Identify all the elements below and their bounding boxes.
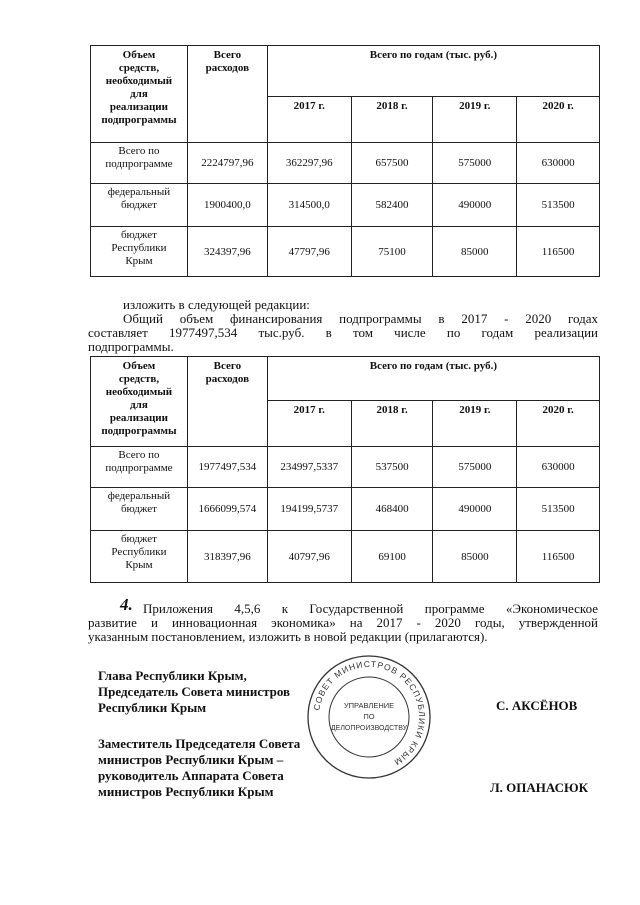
intro-line-2: Общий объем финансирования подпрограммы в 2017 - 2020 годах	[123, 311, 598, 326]
cell-2020: 513500	[517, 488, 600, 531]
head-name: С. АКСЁНОВ	[496, 698, 578, 713]
header-year-2020: 2020 г.	[517, 97, 600, 143]
table-row	[91, 531, 600, 583]
cell-2020: 630000	[517, 143, 600, 184]
svg-text:ДЕЛОПРОИЗВОДСТВУ: ДЕЛОПРОИЗВОДСТВУ	[330, 725, 408, 732]
cell-2017: 362297,96	[267, 143, 351, 184]
svg-text:УПРАВЛЕНИЕ: УПРАВЛЕНИЕ	[343, 701, 395, 710]
svg-text:СОВЕТ МИНИСТРОВ РЕСПУБЛИКИ КРЫ: СОВЕТ МИНИСТРОВ РЕСПУБЛИКИ КРЫМ	[311, 658, 428, 768]
table-row	[91, 447, 600, 488]
cell-2019: 575000	[433, 143, 517, 184]
cell-2017: 194199,5737	[267, 488, 351, 531]
item4-line-3: указанным постановлением, изложить в новой редакции (прилагаются).	[88, 629, 488, 644]
svg-text:ПО: ПО	[363, 712, 375, 721]
deputy-title-line: министров Республики Крым	[98, 784, 274, 799]
cell-total: 1900400,0	[187, 184, 267, 227]
header-year-2017: 2017 г.	[267, 97, 351, 143]
cell-2019: 85000	[433, 227, 517, 277]
cell-2019: 575000	[433, 447, 517, 488]
cell-2017: 47797,96	[267, 227, 351, 277]
header-years-group: Всего по годам (тыс. руб.)	[267, 357, 599, 401]
header-total-cell: Всего расходов	[187, 46, 267, 143]
row-label: федеральный бюджет	[91, 488, 188, 531]
header-year-2019: 2019 г.	[433, 401, 517, 447]
header-year-2018: 2018 г.	[351, 97, 433, 143]
cell-2017: 314500,0	[267, 184, 351, 227]
intro-line-1: изложить в следующей редакции:	[123, 297, 310, 312]
deputy-title-line: министров Республики Крым –	[98, 752, 284, 767]
head-title-block	[98, 668, 290, 716]
cell-2018: 582400	[351, 184, 433, 227]
cell-2017: 234997,5337	[267, 447, 351, 488]
deputy-title-line: руководитель Аппарата Совета	[98, 768, 284, 783]
cell-2020: 116500	[517, 227, 600, 277]
cell-2018: 657500	[351, 143, 433, 184]
cell-total: 1977497,534	[187, 447, 267, 488]
row-label: Всего по подпрограмме	[91, 447, 188, 488]
row-label: бюджет Республики Крым	[91, 227, 188, 277]
funding-table-new	[90, 356, 600, 583]
intro-line-3: составляет 1977497,534 тыс.руб. в том числе по годам реализации	[88, 325, 598, 340]
head-title-line: Республики Крым	[98, 700, 207, 715]
cell-2019: 490000	[433, 184, 517, 227]
header-label-cell: Объем средств, необходимый для реализации подпрограммы	[91, 46, 188, 143]
deputy-name: Л. ОПАНАСЮК	[490, 780, 589, 795]
table-row	[91, 184, 600, 227]
head-title-line: Председатель Совета министров	[98, 684, 291, 699]
header-year-2017: 2017 г.	[267, 401, 351, 447]
row-label: Всего по подпрограмме	[91, 143, 188, 184]
header-year-2018: 2018 г.	[351, 401, 433, 447]
cell-2018: 75100	[351, 227, 433, 277]
cell-2020: 116500	[517, 531, 600, 583]
table-row	[91, 227, 600, 277]
cell-2018: 537500	[351, 447, 433, 488]
cell-total: 2224797,96	[187, 143, 267, 184]
intro-line-4: подпрограммы.	[88, 339, 174, 354]
cell-2018: 69100	[351, 531, 433, 583]
row-label: бюджет Республики Крым	[91, 531, 188, 583]
cell-total: 324397,96	[187, 227, 267, 277]
funding-table-old	[90, 45, 600, 277]
header-label-cell: Объем средств, необходимый для реализации подпрограммы	[91, 357, 188, 447]
cell-2020: 630000	[517, 447, 600, 488]
deputy-title-line: Заместитель Председателя Совета	[98, 736, 301, 751]
header-year-2020: 2020 г.	[517, 401, 600, 447]
cell-2018: 468400	[351, 488, 433, 531]
header-total-cell: Всего расходов	[187, 357, 267, 447]
item4-line-2: развитие и инновационная экономика» на 2017 - 2020 годы, утвержденной	[88, 615, 598, 630]
deputy-title-block	[98, 736, 300, 800]
office-stamp	[304, 652, 434, 782]
table-row	[91, 488, 600, 531]
header-year-2019: 2019 г.	[433, 97, 517, 143]
cell-2019: 85000	[433, 531, 517, 583]
cell-total: 1666099,574	[187, 488, 267, 531]
head-title-line: Глава Республики Крым,	[98, 668, 247, 683]
cell-2019: 490000	[433, 488, 517, 531]
header-years-group: Всего по годам (тыс. руб.)	[267, 46, 599, 97]
row-label: федеральный бюджет	[91, 184, 188, 227]
item4-number: 4.	[120, 595, 133, 614]
cell-2017: 40797,96	[267, 531, 351, 583]
item4-line-1: Приложения 4,5,6 к Государственной программе «Экономическое	[143, 601, 598, 616]
cell-total: 318397,96	[187, 531, 267, 583]
cell-2020: 513500	[517, 184, 600, 227]
table-row	[91, 143, 600, 184]
